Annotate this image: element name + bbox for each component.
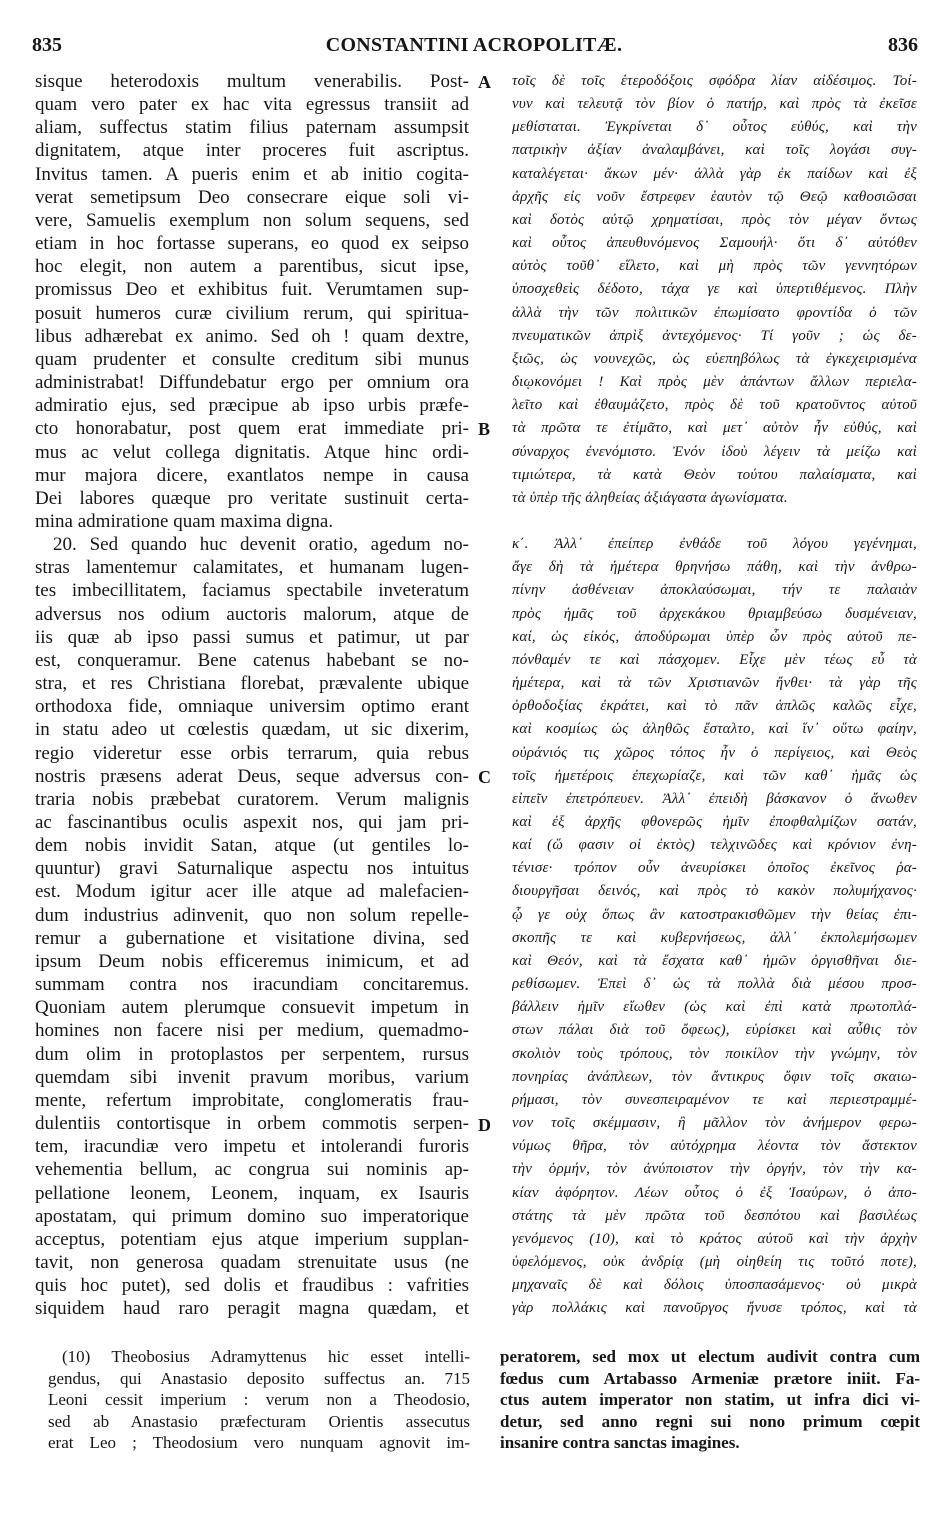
greek-text-line: κίαν ἀφόρητον. Λέων οὗτος ὁ ἐξ Ἰσαύρων, ὁ ἀπο- xyxy=(512,1184,917,1201)
latin-text-line: mus ac velut collega dignitatis. Atque hinc ordi- xyxy=(35,441,469,463)
greek-text-line: ἡμέτερα, καὶ τὰ τῶν Χριστιανῶν ἤνθει· τὰ γὰρ τῆς xyxy=(512,675,917,692)
latin-text-line: Quoniam autem plerumque consuevit impetum in xyxy=(35,997,469,1019)
greek-text-line: καταλέγεται· ἄκων μέν· ἀλλὰ γὰρ ἐκ παίδων καὶ ἐξ xyxy=(512,165,917,182)
latin-text-line: Invitus tamen. A pueris enim et ab initio cogita- xyxy=(35,163,469,185)
greek-text-line: καὶ Θεόν, καὶ τὰ ἔσχατα καθ᾽ ἡμῶν ὀργισθῆναι διε- xyxy=(512,952,917,969)
latin-text-line: dem nobis invidit Satan, atque (ut gentiles lo- xyxy=(35,835,469,857)
latin-text-line: dulentiis contortisque in orbem commotis serpen- xyxy=(35,1113,469,1135)
left-page-number: 835 xyxy=(32,34,62,56)
footnote-right-line: peratorem, sed mox ut electum audivit contra cum xyxy=(500,1347,920,1366)
latin-text-line: mente, refertum improbitate, conglomeratis frau- xyxy=(35,1089,469,1111)
latin-text-line: siquidem haud raro peragit magna quædam, et xyxy=(35,1298,469,1320)
latin-text-line: stra, et res Christiana florebat, prævalente ubique xyxy=(35,673,469,695)
latin-text-line: quis hoc putet), sed dolis et fraudibus : vafrities xyxy=(35,1275,469,1297)
greek-text-line: εἰπεῖν ἐπετρόπευεν. Ἀλλ᾽ ἐπειδὴ βάσκανον ὁ ἄνωθεν xyxy=(512,790,917,807)
greek-text-line: σκολιὸν τοὺς τρόπους, τὸν ποικίλον τὴν γνώμην, τὸν xyxy=(512,1045,917,1062)
greek-text-line: ᾧ γε οὐχ ὅπως ἂν κατοστρακισθῶμεν τὴν θείας ἐπι- xyxy=(512,906,917,923)
greek-text-line: διῳκονόμει ! Καὶ πρὸς μὲν ἁπάντων ἄλλων περιελα- xyxy=(512,374,917,391)
greek-text-line: διουργῆσαι δεινός, καὶ πρὸς τὸ κακὸν πολυμήχανος· xyxy=(512,883,917,900)
greek-text-line: νυν καὶ τελευτᾷ τὸν βίον ὁ πατήρ, καὶ πρὸς τὰ ἐκεῖσε xyxy=(512,96,917,113)
latin-text-line: 20. Sed quando huc devenit oratio, agedum no- xyxy=(53,534,469,556)
latin-text-line: est. Modum igitur acer ille atque ad malefacien- xyxy=(35,881,469,903)
footnote-right-line: detur, sed anno regni sui nono primum cœpit xyxy=(500,1411,920,1431)
greek-text-line: οὐράνιός τις χῶρος τόπος ἦν ὁ περίγειος, καὶ Θεὸς xyxy=(512,744,917,761)
footnote-left-line: Leoni cessit imperium : verum non a Theodosio, xyxy=(48,1390,470,1409)
footnote-right-line: insanire contra sanctas imagines. xyxy=(500,1433,740,1452)
latin-text-line: ac fascinantibus oculis aspexit nos, qui jam pri- xyxy=(35,812,469,833)
greek-text-line: ἄγε δὴ τὰ ἡμέτερα θρηνήσω πάθη, καὶ τὴν ἀνθρω- xyxy=(512,559,917,576)
greek-text-line: γὰρ πολλάκις καὶ πανοῦργος ἤνυσε τρόπος, καὶ τὰ xyxy=(512,1300,917,1317)
greek-text-line: τοῖς δὲ τοῖς ἑτεροδόξοις σφόδρα λίαν αἰδέσιμος. Τοί- xyxy=(512,73,917,89)
latin-text-line: quam prudenter et consulte creditum sibi munus xyxy=(35,348,469,370)
greek-text-line: πίνην ἀσθένειαν ἀποκλαύσωμαι, τήν τε παλαιὰν xyxy=(512,582,917,599)
greek-text-line: πνευματικῶν ἀπρὶξ ἀντεχόμενος· Τί γοῦν ; ὡς δε- xyxy=(512,327,917,344)
latin-text-line: tes imbecillitatem, faciamus spectabile inveteratum xyxy=(35,580,469,602)
greek-text-line: πατρικὴν ἀξίαν ἀναλαμβάνει, καὶ τοῖς λογάσι συγ- xyxy=(512,142,917,159)
latin-text-line: vere, Samuelis exemplum non solum sequens, sed xyxy=(35,209,469,231)
greek-text-line: βάλλειν ἡμῖν εἴωθεν (ὡς καὶ ἐπὶ κατὰ πρωτοπλά- xyxy=(512,999,917,1016)
footnote-right xyxy=(500,1346,920,1454)
greek-text-line: τένισε· τρόπον οὖν ἀνευρίσκει ὁποῖος ἐκεῖνος ῥα- xyxy=(512,860,917,877)
greek-text-line: τοῖς ἡμετέροις ἐπεχωρίαζε, καὶ τῶν καθ᾽ ἡμᾶς ὡς xyxy=(512,767,917,784)
latin-text-line: admiratio ejus, sed præcipue ab ipso urbis præfe- xyxy=(35,395,469,417)
latin-text-line: adversus nos odium auctoris malorum, atque de xyxy=(35,603,469,625)
greek-text-line: ὀρθοδοξίας ἐκράτει, καὶ τὸ πᾶν ἁπλῶς καλῶς εἶχε, xyxy=(512,698,917,715)
margin-marker-c: C xyxy=(478,767,491,787)
latin-text-line: mina admiratione quam maxima digna. xyxy=(35,510,334,532)
latin-text-line: quemdam sibi invenit pravum moribus, varium xyxy=(35,1066,469,1088)
greek-text-line: ξιῶς, ὡς νουνεχῶς, ὡς εὐεπηβόλως τὰ ἐγκεχειρισμένα xyxy=(512,350,917,367)
footnote-left-line: erat Leo ; Theodosium vero nunquam agnovit im- xyxy=(48,1433,470,1452)
margin-marker-a: A xyxy=(478,72,491,92)
latin-text-line: est, conqueramur. Bene catenus habebant se no- xyxy=(35,649,469,671)
greek-text-line: ἀλλὰ τὴν τῶν πολιτικῶν ἐπωμίσατο φροντίδα ὁ τῶν xyxy=(512,304,917,321)
latin-text-line: pellatione leonem, Leonem, inquam, ex Isauris xyxy=(35,1182,469,1204)
latin-text-line: traria nobis præbebat curatorem. Verum malignis xyxy=(35,788,469,810)
greek-text-line: τὰ πρῶτα τε ἐτίμᾶτο, καὶ μετ᾽ αὐτὸν ἦν εὐθύς, καὶ xyxy=(512,420,917,437)
greek-text-line: καὶ οὗτος ἀπευθυνόμενος Σαμουήλ· ὅτι δ᾽ αὐτόθεν xyxy=(512,235,917,252)
greek-text-line: καί (ὥ φασιν οἱ ἐκτὸς) τελχινῶδες καὶ κρόνιον ἐνη- xyxy=(512,837,917,854)
greek-text-line: σύναρχος ἐνενόμιστο. Ἐνόν ἰδοὺ λέγειν τὰ μείζω καὶ xyxy=(512,443,917,460)
greek-text-line: σκοπῆς τε καὶ κυβερνήσεως, ἀλλ᾽ ἐκπολεμήσωμεν xyxy=(512,929,917,946)
latin-text-line: homines non facere nisi per medium, quemadmo- xyxy=(35,1020,469,1042)
latin-text-line: ipsum Deum nobis efficeremus inimicum, et ad xyxy=(35,950,469,972)
greek-text-line: νύμως θῆρα, τὸν αὐτόχρημα λέοντα τὸν ἄστεκτον xyxy=(512,1138,917,1155)
latin-text-line: orthodoxa fide, omniaque universim optimo erant xyxy=(35,696,469,718)
latin-text-line: verat semetipsum Deo consecrare eique soli vi- xyxy=(35,186,469,208)
latin-text-line: mur majora dicere, exantlatos nempe in causa xyxy=(35,464,469,486)
latin-text-line: libus adhærebat ex animo. Sed oh ! quam dextre, xyxy=(35,325,469,347)
latin-text-line: dignitatem, atque inter proceres fuit ascriptus. xyxy=(35,140,469,162)
latin-text-line: Dei labores quæque pro veritate sustinuit certa- xyxy=(35,487,469,509)
latin-text-line: remur a gubernatione et visitatione divina, sed xyxy=(35,927,469,949)
greek-text-line: πονηρίας ἀνάπλεων, τὸν ἄντικρυς ὄφιν τοῖς σκαιω- xyxy=(512,1068,917,1085)
greek-text-line: καί, ὡς εἰκός, ἀποδύρωμαι ὑπὲρ ὧν πρὸς αὐτοῦ πε- xyxy=(512,628,917,645)
greek-text-line: νον τοῖς σκέμμασιν, ἢ μᾶλλον τὸν ἀνήμερον φερω- xyxy=(512,1115,917,1132)
latin-text-line: stras lamentemur calamitates, et humanam lugen- xyxy=(35,557,469,579)
running-title: CONSTANTINI ACROPOLITÆ. xyxy=(325,34,623,56)
greek-text-line: αὐτὸς τοῦθ᾽ εἵλετο, καὶ μὴ πρὸς τῶν γεννητόρων xyxy=(512,258,917,275)
latin-text-line: apostatam, qui primum domino suo imperatorique xyxy=(35,1205,469,1227)
footnote-right-line: fœdus cum Artabasso Armeniæ prætore iniit. Fa- xyxy=(500,1368,920,1388)
greek-text-line: ρεθίσωμεν. Ἐπεὶ δ᾽ ὡς τὰ πολλὰ διὰ μέσου προσ- xyxy=(512,976,917,993)
latin-text-line: tavit, non generosa quadam strenuitate usus (ne xyxy=(35,1251,469,1273)
latin-text-line: nostris præsens aderat Deus, seque adversus con- xyxy=(35,765,469,787)
greek-text-line: στων πάλαι διὰ τοῦ ὄφεως), εὑρίσκει καὶ αὖθις τὸν xyxy=(512,1022,917,1039)
margin-marker-b: B xyxy=(478,419,491,439)
greek-text-line: τιμιώτερα, τὰ κατὰ Θεὸν τούτου παλαίσματα, καὶ xyxy=(512,466,917,483)
greek-text-line: μηχαναῖς δὲ καὶ δόλοις ὑποσπασάμενος· οὐ μικρὰ xyxy=(512,1277,917,1294)
greek-text-line: ὑποσχεθεὶς δέδοτο, τάχα γε καὶ ὑπερτιθέμενος. Πλὴν xyxy=(512,281,917,298)
greek-text-line: πρὸς ἡμᾶς τοῦ ἀρχεκάκου θριαμβεύσω δυσμένειαν, xyxy=(512,605,917,622)
greek-text-line: πόνθαμέν τε καὶ πάσχομεν. Εἶχε μὲν τέως εὖ τὰ xyxy=(512,651,917,668)
greek-text-line: ἀρχῆς εἰς νοῦν ἔστρεφεν ἑαυτὸν τῷ Θεῷ καθοσιῶσαι xyxy=(512,188,917,205)
latin-text-line: aliam, suffectus statim filius paternam assumpsit xyxy=(35,117,469,139)
greek-column xyxy=(512,70,917,1320)
greek-text-line xyxy=(512,510,917,533)
greek-text-line: τὰ ὑπὲρ τῆς ἀληθείας ἀξιάγαστα ἀγωνίσματα. xyxy=(512,489,788,506)
right-page-number: 836 xyxy=(888,34,918,56)
latin-text-line: iis quæ ab ipso passi sumus et patimur, ut par xyxy=(35,626,469,648)
greek-text-line: ρήμασι, τὸν συνεσπειραμένον τε καὶ περιεστραμμέ- xyxy=(512,1091,917,1108)
latin-text-line: in statu adeo ut cœlestis quædam, ut sic dixerim, xyxy=(35,719,469,741)
greek-text-line: καὶ δοτὸς αὐτῷ χρηματίσαι, πρὸς τὸν μέγαν ὄντως xyxy=(512,211,917,228)
latin-text-line: quuntur) gravi Saturnalique aspectu nos intuitus xyxy=(35,858,469,880)
page-header xyxy=(0,0,948,66)
latin-text-line: cto honorabatur, post quem erat immediate pri- xyxy=(35,418,469,440)
greek-text-line: λεῖτο καὶ ἐθαυμάζετο, πρὸς δὲ τοῦ κρατοῦντος αὐτοῦ xyxy=(512,397,917,414)
latin-text-line: promissus Deo et exhibitus fuit. Verumtamen sup- xyxy=(35,279,469,301)
footnote-left-line: (10) Theobosius Adramyttenus hic esset intelli- xyxy=(62,1347,470,1366)
footnote-left-line: sed ab Anastasio præfecturam Orientis assecutus xyxy=(48,1411,470,1431)
margin-marker-d: D xyxy=(478,1115,491,1135)
greek-text-line: καὶ κοσμίως ὡς ἀληθῶς ἔσταλτο, καὶ ἵν᾽ οὕτω φαίην, xyxy=(512,721,917,738)
greek-text-line: στάτης τὰ μὲν πρῶτα τοῦ δεσπότου καὶ βασιλέως xyxy=(512,1207,917,1224)
greek-text-line: μεθίσταται. Ἐγκρίνεται δ᾽ οὗτος εὐθύς, καὶ τὴν xyxy=(512,119,917,136)
greek-text-line: γενόμενος (10), καὶ τὸ κράτος αὐτοῦ καὶ τὴν ἀρχὴν xyxy=(512,1230,917,1247)
latin-text-line: dum industrius adinvenit, quo non solum repelle- xyxy=(35,904,469,926)
footnote-left xyxy=(48,1346,470,1454)
latin-text-line: dum olim in protoplastos per serpentem, rursus xyxy=(35,1043,469,1065)
latin-text-line: vehementia bellum, ac congrua sui nominis ap- xyxy=(35,1159,469,1181)
greek-text-line: τὴν ὁρμήν, τὸν ἀνύποιστον τὴν ὀργήν, τὸν τὴν κα- xyxy=(512,1161,917,1178)
greek-text-line: καὶ ἐξ ἀρχῆς φθονερῶς ἡμῖν ἐποφθαλμίζων σατάν, xyxy=(512,814,917,830)
latin-text-line: posuit humeros curæ civilium rerum, qui spiritua- xyxy=(35,302,469,324)
latin-text-line: summam contra nos iracundiam concitaremus. xyxy=(35,974,469,996)
footnote-left-line: gendus, qui Anastasio deposito suffectus an. 715 xyxy=(48,1368,470,1388)
latin-text-line: acceptus, potentiam ejus atque imperium supplan- xyxy=(35,1228,469,1250)
footnote-right-line: ctus autem imperator non statim, ut infra dici vi- xyxy=(500,1390,920,1409)
latin-text-line: tem, iracundiæ vero impetu et intolerandi furoris xyxy=(35,1136,469,1158)
latin-text-line: regio videretur esse orbis terrarum, quia rebus xyxy=(35,742,469,764)
latin-column xyxy=(35,70,469,1320)
latin-text-line: administrabat! Diffundebatur ergo per omnium ora xyxy=(35,372,469,394)
latin-text-line: hoc elegit, non autem a parentibus, sicut ipse, xyxy=(35,256,469,278)
greek-text-line: ὑφελόμενος, οὐκ ἀνδρίᾳ (μὴ οἰηθείη τις τοῦτό ποτε), xyxy=(512,1253,917,1270)
latin-text-line: quam vero pater ex hac vita egressus transiit ad xyxy=(35,94,469,116)
latin-text-line: etiam in hoc fortasse superans, eo quod ex seipso xyxy=(35,233,469,255)
greek-text-line: κ΄. Ἀλλ᾽ ἐπείπερ ἐνθάδε τοῦ λόγου γεγένημαι, xyxy=(512,536,917,553)
latin-text-line: sisque heterodoxis multum venerabilis. Post- xyxy=(35,71,469,92)
